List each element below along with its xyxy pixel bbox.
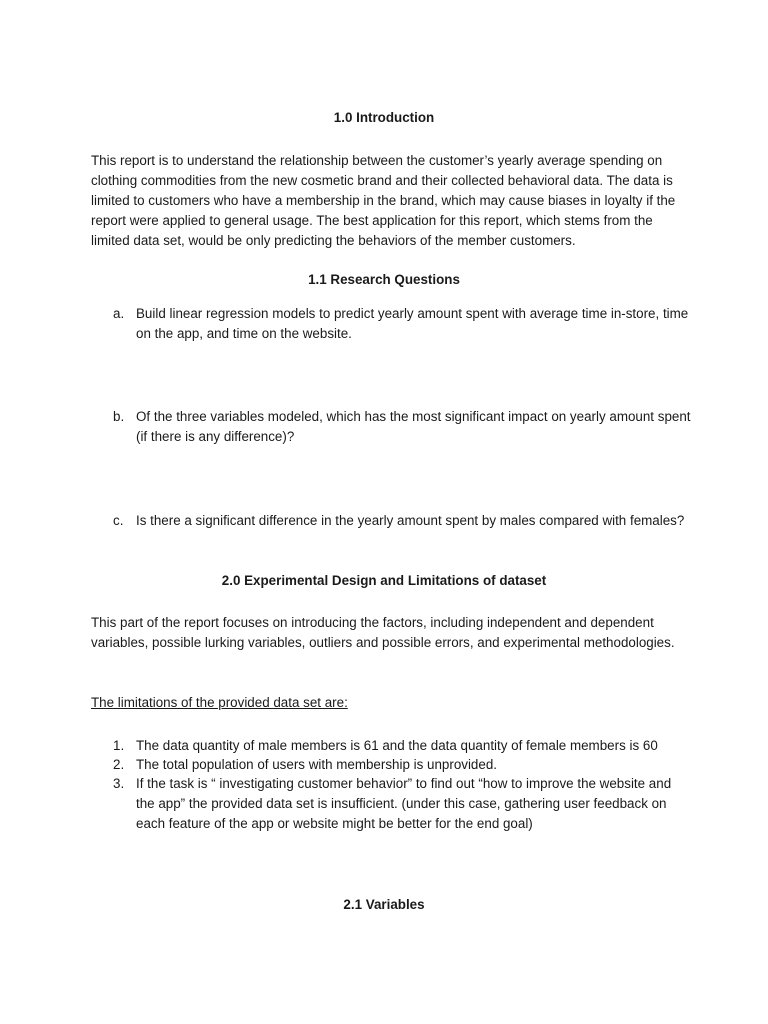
list-item-text: Of the three variables modeled, which has the most significant impact on yearly amount spent (if there is any difference)? [136,409,691,444]
list-marker: 1. [113,738,125,753]
limitation-2 [91,755,691,775]
limitation-3 [91,774,691,834]
design-heading: 2.0 Experimental Design and Limitations of dataset [221,573,547,588]
list-item-text: The total population of users with membership is unprovided. [136,757,497,772]
research-question-a [91,304,691,344]
list-marker: 3. [113,776,125,791]
research-question-b [91,407,691,447]
list-marker: 2. [113,757,125,772]
list-item-text: Build linear regression models to predict yearly amount spent with average time in-store, time on the app, and time on the website. [136,306,689,341]
design-paragraph: This part of the report focuses on introducing the factors, including independent and dependent variables, possible lurking variables, outliers and possible errors, and experimental methodologies. [91,615,675,650]
list-item-text: Is there a significant difference in the yearly amount spent by males compared with females? [136,513,685,528]
research-question-c [91,511,691,531]
limitations-intro: The limitations of the provided data set are: [91,695,348,710]
list-marker: c. [113,513,124,528]
list-item-text: The data quantity of male members is 61 and the data quantity of female members is 60 [136,738,658,753]
limitation-1 [91,736,691,756]
list-marker: a. [113,306,125,321]
list-marker: b. [113,409,125,424]
intro-heading: 1.0 Introduction [333,110,435,125]
variables-heading: 2.1 Variables [343,897,425,912]
intro-paragraph: This report is to understand the relationship between the customer’s yearly average spending on clothing commodities from the new cosmetic brand and their collected behavioral data. The data is limited to customers who have a membership in the brand, which may cause biases in loyalty if the report were applied to general usage. The best application for this report, which stems from the limited data set, would be only predicting the behaviors of the member customers. [91,153,676,248]
research-questions-heading: 1.1 Research Questions [308,272,460,287]
list-item-text: If the task is “ investigating customer behavior” to find out “how to improve the website and the app” the provided data set is insufficient. (under this case, gathering user feedback on each feature of the app or website might be better for the end goal) [136,776,672,831]
